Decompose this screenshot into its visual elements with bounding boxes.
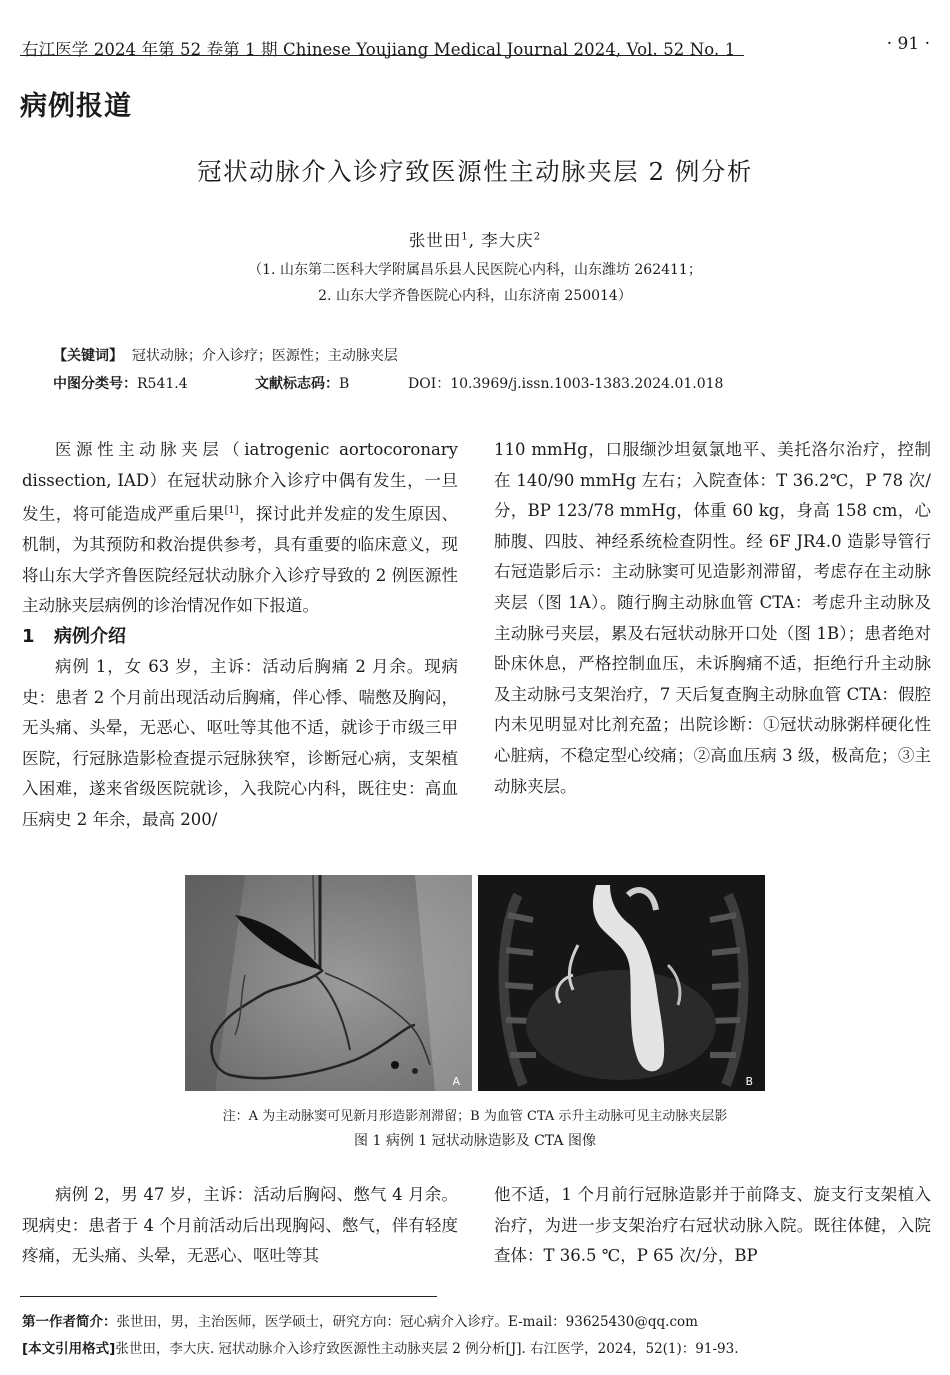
clc-value: R541.4 (137, 376, 188, 392)
page-number: · 91 · (886, 34, 930, 54)
citation-format (22, 1337, 739, 1357)
cta-image (478, 875, 765, 1091)
doi (408, 373, 723, 393)
panel-a-letter: A (452, 1075, 460, 1088)
figure-panel-b-cta (478, 875, 765, 1091)
intro-text-cont: ，探讨此并发症的发生原因、机制，为其预防和救治提供参考，具有重要的临床意义，现将山东大学齐鲁医院经冠状动脉介入诊疗导致的 2 例医源性主动脉夹层病例的诊治情况作如下报道。 (22, 504, 459, 616)
first-author-text: 张世田，男，主治医师，医学硕士，研究方向：冠心病介入诊疗。E-mail：93625430@qq.com (116, 1314, 698, 1330)
article-title: 冠状动脉介入诊疗致医源性主动脉夹层 2 例分析 (197, 157, 753, 186)
panel-b-letter: B (745, 1075, 753, 1088)
running-header: 右江医学 2024 年第 52 卷第 1 期 Chinese Youjiang Medical Journal 2024, Vol. 52 No. 1 (22, 40, 736, 59)
reference-mark: [1] (224, 505, 239, 517)
section-title: 病例介绍 (54, 626, 126, 648)
body-column-left-lower (22, 1180, 458, 1272)
case2-paragraph-cont: 他不适，1 个月前行冠脉造影并于前降支、旋支行支架植入治疗，为进一步支架治疗右冠状动脉入院。既往体健，入院查体：T 36.5 ℃，P 65 次/分，BP (494, 1185, 931, 1266)
first-author-label: 第一作者简介： (22, 1314, 117, 1330)
footnote-rule (20, 1296, 437, 1297)
affiliation-1: （1. 山东第二医科大学附属昌乐县人民医院心内科，山东潍坊 262411； (248, 262, 702, 278)
body-column-right (494, 435, 931, 802)
author-1: 张世田 (408, 231, 462, 250)
case1-paragraph: 病例 1，女 63 岁，主诉：活动后胸痛 2 月余。现病史：患者 2 个月前出现活动后胸痛，伴心悸、喘憋及胸闷，无头痛、头晕，无恶心、呕吐等其他不适，就诊于市级三甲医院，行冠脉造影检查提示冠脉狭窄，诊断冠心病，支架植入困难，遂来省级医院就诊，入我院心内科，既往史：高血压病史 2 年余，最高 200/ (22, 657, 458, 830)
section-heading (22, 622, 458, 652)
doi-label: DOI： (408, 376, 451, 392)
clc-number (53, 373, 188, 393)
affiliation-2: 2. 山东大学齐鲁医院心内科，山东济南 250014） (318, 288, 632, 304)
author-line (0, 227, 950, 251)
keywords-text: 冠状动脉；介入诊疗；医源性；主动脉夹层 (131, 348, 398, 364)
author-separator: , (468, 231, 482, 250)
case1-paragraph-cont: 110 mmHg，口服缬沙坦氨氯地平、美托洛尔治疗，控制在 140/90 mmHg 左右；入院查体：T 36.2℃，P 78 次/分，BP 123/78 mmHg，体重 60 kg，身高 158 cm，心肺腹、四肢、神经系统检查阴性。经 6F JR4.0 造影导管行右冠造影后示：主动脉窦可见造影剂滞留，考虑存在主动脉夹层（图 1A）。随行胸主动脉血管 CTA：考虑升主动脉及主动脉弓夹层，累及右冠状动脉开口处（图 1B）；患者绝对卧床休息，严格控制血压，未诉胸痛不适，拒绝行升主动脉及主动脉弓支架治疗，7 天后复查胸主动脉血管 CTA：假腔内未见明显对比剂充盈；出院诊断：①冠状动脉粥样硬化性心脏病，不稳定型心绞痛；②高血压病 3 级，极高危；③主动脉夹层。 (494, 440, 931, 796)
document-code (255, 373, 349, 393)
figure-note: 注：A 为主动脉窦可见新月形造影剂滞留；B 为血管 CTA 示升主动脉可见主动脉夹层影 (222, 1109, 728, 1124)
author-1-affiliation-mark: 1 (461, 231, 469, 243)
author-2: 李大庆 (481, 231, 534, 250)
intro-text: 医源性主动脉夹层（iatrogenic aortocoronary dissection, IAD）在冠状动脉介入诊疗中偶有发生，一旦发生，将可能造成严重后果 (22, 440, 458, 524)
keywords-label: 【关键词】 (53, 348, 123, 364)
body-column-right-lower (494, 1180, 931, 1272)
doi-value: 10.3969/j.issn.1003-1383.2024.01.018 (450, 376, 724, 392)
author-2-affiliation-mark: 2 (533, 231, 542, 243)
citation-label: [本文引用格式] (22, 1341, 116, 1357)
figure-panel-a-angiogram (185, 875, 472, 1091)
doc-label: 文献标志码： (255, 376, 339, 392)
case2-paragraph: 病例 2，男 47 岁，主诉：活动后胸闷、憋气 4 月余。现病史：患者于 4 个月前活动后出现胸闷、憋气，伴有轻度疼痛，无头痛、头晕，无恶心、呕吐等其 (22, 1185, 458, 1266)
figure-caption: 图 1 病例 1 冠状动脉造影及 CTA 图像 (354, 1133, 596, 1149)
intro-paragraph (22, 435, 458, 622)
clc-label: 中图分类号： (53, 376, 137, 392)
keywords (53, 345, 398, 365)
body-column-left (22, 435, 458, 836)
angiogram-image (185, 875, 472, 1091)
first-author-note (22, 1310, 698, 1330)
citation-text: 张世田，李大庆. 冠状动脉介入诊疗致医源性主动脉夹层 2 例分析[J]. 右江医学，2024，52(1)：91-93. (115, 1341, 739, 1357)
section-number: 1 (22, 626, 35, 648)
doc-value: B (339, 376, 350, 392)
section-label: 病例报道 (20, 91, 132, 122)
header-rule (20, 55, 744, 56)
